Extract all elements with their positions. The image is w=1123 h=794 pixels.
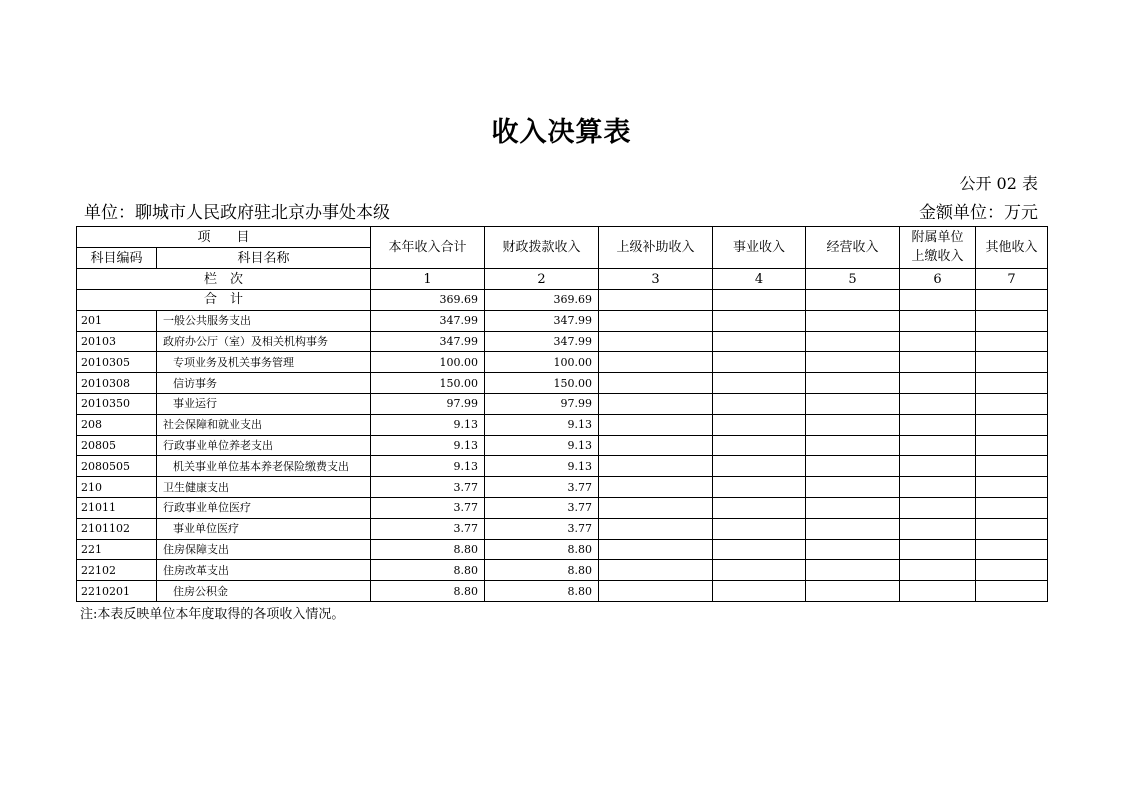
- header-col-index: 栏 次: [77, 269, 371, 290]
- cell: [806, 331, 900, 352]
- cell: [976, 560, 1048, 581]
- cell: [976, 539, 1048, 560]
- cell: [599, 393, 713, 414]
- table-row: [77, 581, 1048, 602]
- row-name: 专项业务及机关事务管理: [157, 352, 371, 373]
- cell: [976, 290, 1048, 311]
- table-row: [77, 477, 1048, 498]
- cell: [713, 290, 806, 311]
- cell: [976, 352, 1048, 373]
- row-name: 事业运行: [157, 393, 371, 414]
- col-number: 7: [976, 269, 1048, 290]
- cell: [806, 560, 900, 581]
- cell: [900, 435, 976, 456]
- row-name: 卫生健康支出: [157, 477, 371, 498]
- table-note: 注:本表反映单位本年度取得的各项收入情况。: [80, 607, 345, 622]
- table-row: [77, 414, 1048, 435]
- cell: [900, 310, 976, 331]
- row-total-income: 3.77: [371, 518, 485, 539]
- cell: [713, 581, 806, 602]
- row-total-income: 3.77: [371, 477, 485, 498]
- row-fiscal-income: 3.77: [485, 497, 599, 518]
- row-code: 21011: [77, 497, 157, 518]
- row-name: 事业单位医疗: [157, 518, 371, 539]
- row-code: 201: [77, 310, 157, 331]
- row-fiscal-income: 347.99: [485, 310, 599, 331]
- row-fiscal-income: 347.99: [485, 331, 599, 352]
- cell: [599, 310, 713, 331]
- form-number: 公开 02 表: [959, 174, 1038, 193]
- total-c1: 369.69: [371, 290, 485, 311]
- row-fiscal-income: 9.13: [485, 414, 599, 435]
- cell: [976, 435, 1048, 456]
- row-code: 2210201: [77, 581, 157, 602]
- cell: [976, 310, 1048, 331]
- cell: [976, 477, 1048, 498]
- cell: [713, 435, 806, 456]
- table-row: [77, 560, 1048, 581]
- cell: [900, 581, 976, 602]
- row-total-income: 8.80: [371, 539, 485, 560]
- cell: [599, 518, 713, 539]
- col-number: 5: [806, 269, 900, 290]
- table-row: [77, 310, 1048, 331]
- cell: [976, 414, 1048, 435]
- cell: [599, 581, 713, 602]
- row-name: 住房保障支出: [157, 539, 371, 560]
- cell: [713, 393, 806, 414]
- cell: [806, 497, 900, 518]
- col-number: 3: [599, 269, 713, 290]
- cell: [900, 290, 976, 311]
- cell: [599, 352, 713, 373]
- header-item: 项 目: [77, 227, 371, 248]
- cell: [713, 497, 806, 518]
- row-total-income: 8.80: [371, 560, 485, 581]
- cell: [599, 435, 713, 456]
- cell: [900, 331, 976, 352]
- table-row: [77, 497, 1048, 518]
- cell: [713, 414, 806, 435]
- cell: [713, 456, 806, 477]
- row-total-income: 97.99: [371, 393, 485, 414]
- cell: [806, 393, 900, 414]
- cell: [713, 518, 806, 539]
- table-row: [77, 393, 1048, 414]
- cell: [599, 331, 713, 352]
- col-number: 2: [485, 269, 599, 290]
- row-code: 20103: [77, 331, 157, 352]
- row-total-income: 347.99: [371, 331, 485, 352]
- cell: [599, 373, 713, 394]
- cell: [599, 497, 713, 518]
- cell: [599, 477, 713, 498]
- table-row: [77, 352, 1048, 373]
- cell: [976, 373, 1048, 394]
- cell: [713, 331, 806, 352]
- page-title: 收入决算表: [491, 117, 632, 148]
- row-total-income: 9.13: [371, 414, 485, 435]
- row-code: 2080505: [77, 456, 157, 477]
- cell: [806, 581, 900, 602]
- row-code: 2101102: [77, 518, 157, 539]
- row-name: 行政事业单位养老支出: [157, 435, 371, 456]
- row-fiscal-income: 8.80: [485, 581, 599, 602]
- cell: [806, 414, 900, 435]
- row-fiscal-income: 8.80: [485, 539, 599, 560]
- cell: [900, 518, 976, 539]
- row-code: 2010308: [77, 373, 157, 394]
- header-col-total: 本年收入合计: [371, 227, 485, 269]
- cell: [900, 497, 976, 518]
- row-code: 210: [77, 477, 157, 498]
- cell: [976, 331, 1048, 352]
- header-col-affiliated-line1: 附属单位: [911, 229, 964, 245]
- cell: [713, 560, 806, 581]
- cell: [599, 290, 713, 311]
- row-fiscal-income: 3.77: [485, 518, 599, 539]
- row-name: 住房公积金: [157, 581, 371, 602]
- table-row: [77, 373, 1048, 394]
- cell: [976, 393, 1048, 414]
- cell: [599, 539, 713, 560]
- row-total-income: 100.00: [371, 352, 485, 373]
- row-total-income: 3.77: [371, 497, 485, 518]
- row-name: 政府办公厅（室）及相关机构事务: [157, 331, 371, 352]
- cell: [806, 310, 900, 331]
- income-table: [76, 226, 1048, 602]
- table-row: [77, 539, 1048, 560]
- cell: [900, 373, 976, 394]
- cell: [976, 456, 1048, 477]
- header-code: 科目编码: [77, 248, 157, 269]
- header-col-affiliated-line2: 上缴收入: [911, 248, 964, 264]
- unit-label: 单位：聊城市人民政府驻北京办事处本级: [84, 203, 390, 223]
- col-number: 4: [713, 269, 806, 290]
- cell: [976, 581, 1048, 602]
- cell: [713, 352, 806, 373]
- col-number: 1: [371, 269, 485, 290]
- row-name: 住房改革支出: [157, 560, 371, 581]
- row-total-income: 9.13: [371, 456, 485, 477]
- row-fiscal-income: 100.00: [485, 352, 599, 373]
- cell: [900, 393, 976, 414]
- cell: [599, 456, 713, 477]
- cell: [806, 456, 900, 477]
- cell: [713, 310, 806, 331]
- table-row: [77, 518, 1048, 539]
- header-subject: 科目名称: [157, 248, 371, 269]
- cell: [806, 435, 900, 456]
- total-label: 合 计: [77, 290, 371, 311]
- row-code: 2010305: [77, 352, 157, 373]
- row-total-income: 347.99: [371, 310, 485, 331]
- row-name: 行政事业单位医疗: [157, 497, 371, 518]
- table-row: [77, 435, 1048, 456]
- row-name: 社会保障和就业支出: [157, 414, 371, 435]
- cell: [900, 456, 976, 477]
- table-row: [77, 456, 1048, 477]
- row-code: 208: [77, 414, 157, 435]
- row-name: 机关事业单位基本养老保险缴费支出: [157, 456, 371, 477]
- row-name: 信访事务: [157, 373, 371, 394]
- row-fiscal-income: 9.13: [485, 435, 599, 456]
- cell: [806, 290, 900, 311]
- cell: [713, 539, 806, 560]
- header-col-fiscal: 财政拨款收入: [485, 227, 599, 269]
- cell: [976, 497, 1048, 518]
- cell: [599, 560, 713, 581]
- cell: [806, 352, 900, 373]
- header-col-business: 事业收入: [713, 227, 806, 269]
- money-unit-label: 金额单位：万元: [919, 203, 1038, 223]
- total-row: [77, 290, 1048, 311]
- cell: [976, 518, 1048, 539]
- col-number: 6: [900, 269, 976, 290]
- cell: [713, 373, 806, 394]
- row-total-income: 150.00: [371, 373, 485, 394]
- header-col-operating: 经营收入: [806, 227, 900, 269]
- row-code: 22102: [77, 560, 157, 581]
- row-code: 2010350: [77, 393, 157, 414]
- table-row: [77, 331, 1048, 352]
- cell: [900, 539, 976, 560]
- cell: [806, 373, 900, 394]
- cell: [806, 477, 900, 498]
- cell: [806, 539, 900, 560]
- cell: [599, 414, 713, 435]
- header-col-affiliated: [900, 227, 976, 269]
- cell: [900, 477, 976, 498]
- cell: [900, 414, 976, 435]
- header-col-other: 其他收入: [976, 227, 1048, 269]
- row-fiscal-income: 3.77: [485, 477, 599, 498]
- row-fiscal-income: 9.13: [485, 456, 599, 477]
- total-c2: 369.69: [485, 290, 599, 311]
- row-total-income: 8.80: [371, 581, 485, 602]
- cell: [806, 518, 900, 539]
- cell: [900, 560, 976, 581]
- row-code: 20805: [77, 435, 157, 456]
- cell: [713, 477, 806, 498]
- row-code: 221: [77, 539, 157, 560]
- row-fiscal-income: 150.00: [485, 373, 599, 394]
- row-name: 一般公共服务支出: [157, 310, 371, 331]
- row-fiscal-income: 97.99: [485, 393, 599, 414]
- row-total-income: 9.13: [371, 435, 485, 456]
- cell: [900, 352, 976, 373]
- header-col-superior: 上级补助收入: [599, 227, 713, 269]
- row-fiscal-income: 8.80: [485, 560, 599, 581]
